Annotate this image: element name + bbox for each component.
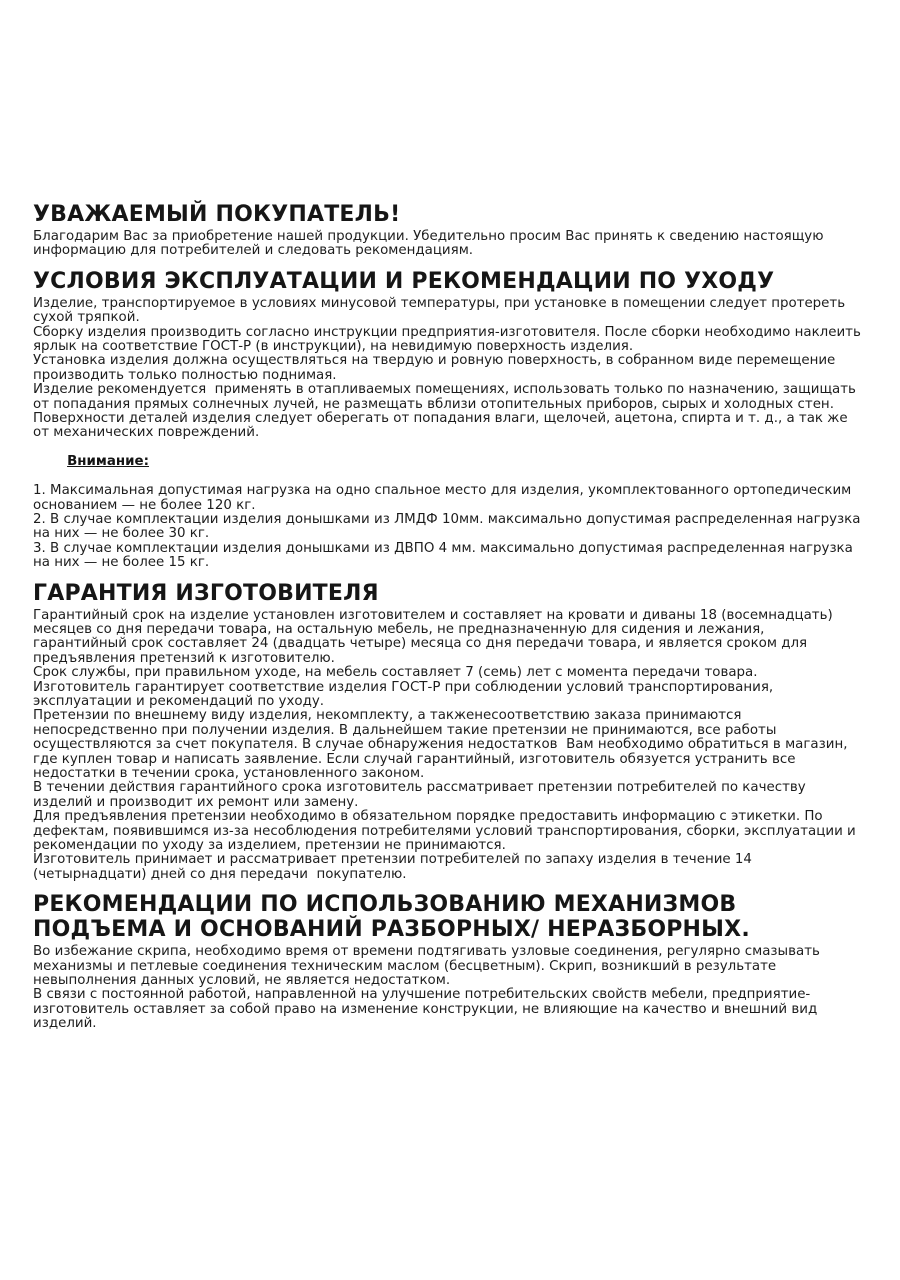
section-heading-lift-mechanisms: РЕКОМЕНДАЦИИ ПО ИСПОЛЬЗОВАНИЮ МЕХАНИЗМОВ ПОДЪЕМА И ОСНОВАНИЙ РАЗБОРНЫХ/ НЕРАЗБОРНЫХ. (33, 892, 750, 943)
attention-item-1: 1. Максимальная допустимая нагрузка на одно спальное место для изделия, укомплектованного ортопедическим основанием — не более 120 кг. (33, 483, 856, 513)
paragraph-warranty-7: Изготовитель принимает и рассматривает претензии потребителей по запаху изделия в течение 14 (четырнадцати) дней со дня передачи покупателю. (33, 852, 757, 882)
paragraph-mechanisms-1: Во избежание скрипа, необходимо время от времени подтягивать узловые соединения, регулярно смазывать механизмы и петлевые соединения техническим маслом (бесцветным). Скрип, возникший в результате невыполнения данных условий, не является недостатком. (33, 944, 825, 989)
paragraph-care-5: Поверхности деталей изделия следует оберегать от попадания влаги, щелочей, ацетона, спирта и т. д., а так же от механических повреждений. (33, 411, 852, 441)
attention-label: Внимание: (67, 454, 149, 470)
paragraph-warranty-3: Изготовитель гарантирует соответствие изделия ГОСТ-Р при соблюдении условий транспортирования, эксплуатации и рекомендаций по уходу. (33, 679, 778, 709)
section-manufacturer-warranty (33, 581, 861, 883)
paragraph-greeting: Благодарим Вас за приобретение нашей продукции. Убедительно просим Вас принять к сведению настоящую информацию для потребителей и следовать рекомендациям. (33, 229, 828, 259)
paragraph-care-1: Изделие, транспортируемое в условиях минусовой температуры, при установке в помещении следует протереть сухой тряпкой. (33, 295, 850, 326)
section-lift-mechanisms (33, 892, 861, 1031)
section-heading-manufacturer-warranty: ГАРАНТИЯ ИЗГОТОВИТЕЛЯ (33, 580, 379, 606)
paragraph-warranty-4: Претензии по внешнему виду изделия, некомплекту, а такженесоответствию заказа принимаются непосредственно при получении изделия. В дальнейшем такие претензии не принимаются, все работы осуществляются за счет покупателя. В случае обнаружения недостатков Вам необходимо обратиться в магазин, где куплен товар и написать заявление. Если случай гарантийный, изготовитель обязуется устранить все недостатки в течении срока, установленного законом. (33, 708, 852, 781)
paragraph-care-3: Установка изделия должна осуществляться на твердую и ровную поверхность, в собранном виде перемещение производить только полностью поднимая. (33, 353, 840, 383)
section-heading-dear-customer: УВАЖАЕМЫЙ ПОКУПАТЕЛЬ! (33, 202, 401, 227)
section-dear-customer (33, 202, 861, 259)
paragraph-mechanisms-2: В связи с постоянной работой, направленной на улучшение потребительских свойств мебели, предприятие-изготовитель оставляет за собой право на изменение конструкции, не влияющие на качество и внешний вид изделий. (33, 987, 822, 1032)
paragraph-warranty-1: Гарантийный срок на изделие установлен изготовителем и составляет на кровати и диваны 18 (восемнадцать) месяцев со дня передачи товара, на остальную мебель, не предназначенную для сидения и лежания, гарантийный срок составляет 24 (двадцать четыре) месяца со дня передачи товара, и является сроком для предъявления претензий к изготовителю. (33, 607, 837, 666)
section-care-conditions (33, 268, 866, 571)
attention-item-3: 3. В случае комплектации изделия донышками из ДВПО 4 мм. максимально допустимая распределенная нагрузка на них — не более 15 кг. (33, 540, 858, 571)
paragraph-warranty-5: В течении действия гарантийного срока изготовитель рассматривает претензии потребителей по качеству изделий и производит их ремонт или замену. (33, 780, 810, 810)
paragraph-warranty-2: Срок службы, при правильном уходе, на мебель составляет 7 (семь) лет с момента передачи товара. (33, 665, 758, 681)
section-heading-care-conditions: УСЛОВИЯ ЭКСПЛУАТАЦИИ И РЕКОМЕНДАЦИИ ПО УХОДУ (33, 268, 775, 294)
paragraph-care-4: Изделие рекомендуется применять в отапливаемых помещениях, использовать только по назначению, защищать от попадания прямых солнечных лучей, не размещать вблизи отопительных приборов, сырых и холодных стен. (33, 382, 861, 412)
attention-item-2: 2. В случае комплектации изделия донышками из ЛМДФ 10мм. максимально допустимая распределенная нагрузка на них — не более 30 кг. (33, 511, 865, 542)
paragraph-warranty-6: Для предъявления претензии необходимо в обязательном порядке предоставить информацию с этикетки. По дефектам, появившимся из-за несоблюдения потребителями условий транспортирования, сборки, эксплуатации и рекомендации по уходу за изделием, претензии не принимаются. (33, 809, 861, 854)
paragraph-care-2: Сборку изделия производить согласно инструкции предприятия-изготовителя. После сборки необходимо наклеить ярлык на соответствие ГОСТ-Р (в инструкции), на невидимую поверхность изделия. (33, 324, 866, 355)
